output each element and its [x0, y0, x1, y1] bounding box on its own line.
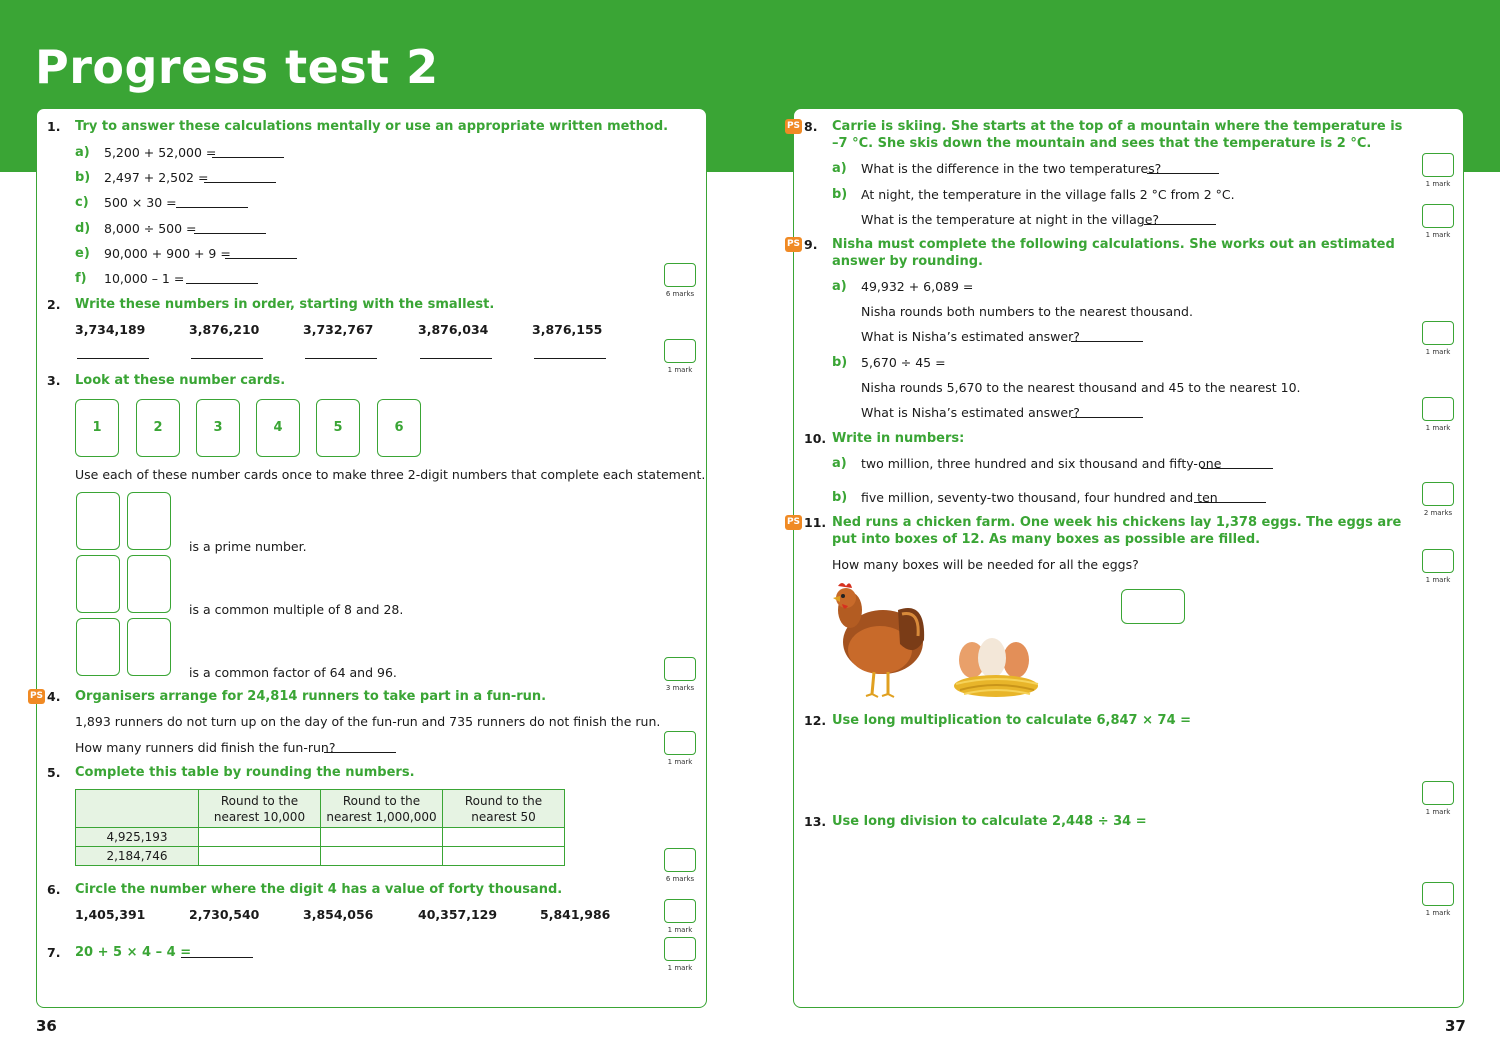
q2-number-4: 3,876,034 — [418, 322, 489, 337]
q9a-text-2: What is Nisha’s estimated answer? — [861, 329, 1080, 344]
q1b-expr: 2,497 + 2,502 = — [104, 170, 209, 185]
q8b-mark-label: 1 mark — [1425, 231, 1451, 239]
table-header-blank — [76, 790, 199, 828]
q13-mark-label: 1 mark — [1425, 909, 1451, 917]
q6-text: Circle the number where the digit 4 has a value of forty thousand. — [75, 882, 563, 897]
q10b-answer-line[interactable] — [1194, 502, 1266, 503]
q9b-answer-line[interactable] — [1071, 417, 1143, 418]
q11-mark-label: 1 mark — [1425, 576, 1451, 584]
q6-option-2[interactable]: 2,730,540 — [189, 907, 260, 922]
q1f-expr: 10,000 – 1 = — [104, 271, 185, 286]
q4-text: Organisers arrange for 24,814 runners to take part in a fun-run. — [75, 689, 547, 704]
number-card-2: 2 — [136, 399, 180, 457]
q2-answer-line-4[interactable] — [420, 358, 492, 359]
q9b-text-2: What is Nisha’s estimated answer? — [861, 405, 1080, 420]
q1c-expr: 500 × 30 = — [104, 195, 177, 210]
q3-slot-3b[interactable] — [127, 618, 171, 676]
q13-text: Use long division to calculate 2,448 ÷ 34 = — [832, 814, 1147, 829]
q1e-label: e) — [75, 246, 90, 261]
q1-number: 1. — [47, 119, 61, 134]
q12-number: 12. — [804, 713, 827, 728]
q3-slot-2b[interactable] — [127, 555, 171, 613]
q8-text-2: –7 °C. She skis down the mountain and sees that the temperature is 2 °C. — [832, 136, 1372, 151]
page-title: Progress test 2 — [35, 40, 439, 94]
q7-mark-label: 1 mark — [667, 964, 693, 972]
rounding-table — [75, 789, 565, 866]
table-answer-cell[interactable] — [199, 828, 321, 847]
q1-mark-box[interactable] — [664, 263, 696, 287]
q7-text: 20 + 5 × 4 – 4 = — [75, 945, 192, 960]
q8b-text-2: What is the temperature at night in the village? — [861, 212, 1160, 227]
q3-mark-label: 3 marks — [665, 684, 695, 692]
q11-ps-badge: PS — [785, 515, 802, 530]
q9-text-1: Nisha must complete the following calculations. She works out an estimated — [832, 237, 1395, 252]
q8a-mark-box[interactable] — [1422, 153, 1454, 177]
q9b-mark-label: 1 mark — [1425, 424, 1451, 432]
q3-statement-2: is a common multiple of 8 and 28. — [189, 602, 404, 617]
q3-number: 3. — [47, 373, 61, 388]
q10a-label: a) — [832, 456, 847, 471]
q10-mark-box[interactable] — [1422, 482, 1454, 506]
q3-slot-1a[interactable] — [76, 492, 120, 550]
q4-line1: 1,893 runners do not turn up on the day of the fun-run and 735 runners do not finish the run. — [75, 714, 661, 729]
q6-mark-label: 1 mark — [667, 926, 693, 934]
q10a-answer-line[interactable] — [1201, 468, 1273, 469]
q1f-label: f) — [75, 271, 87, 286]
q8-text-1: Carrie is skiing. She starts at the top of a mountain where the temperature is — [832, 119, 1403, 134]
q1e-answer-line[interactable] — [225, 258, 297, 259]
table-answer-cell[interactable] — [321, 828, 443, 847]
q12-mark-label: 1 mark — [1425, 808, 1451, 816]
q1-text: Try to answer these calculations mentally or use an appropriate written method. — [75, 119, 669, 134]
q13-mark-box[interactable] — [1422, 882, 1454, 906]
q3-slot-2a[interactable] — [76, 555, 120, 613]
q2-answer-line-1[interactable] — [77, 358, 149, 359]
table-answer-cell[interactable] — [321, 847, 443, 866]
table-row-value: 2,184,746 — [76, 847, 199, 866]
q8b-mark-box[interactable] — [1422, 204, 1454, 228]
q4-line2: How many runners did finish the fun-run? — [75, 740, 336, 755]
q6-option-3[interactable]: 3,854,056 — [303, 907, 374, 922]
q6-number: 6. — [47, 882, 61, 897]
number-card-4: 4 — [256, 399, 300, 457]
table-answer-cell[interactable] — [443, 828, 565, 847]
q6-option-1[interactable]: 1,405,391 — [75, 907, 146, 922]
page-number-left: 36 — [36, 1017, 57, 1035]
q1a-answer-line[interactable] — [212, 157, 284, 158]
q2-answer-line-3[interactable] — [305, 358, 377, 359]
q9-number: 9. — [804, 237, 818, 252]
q9-text-2: answer by rounding. — [832, 254, 983, 269]
q8b-text-1: At night, the temperature in the village falls 2 °C from 2 °C. — [861, 187, 1235, 202]
q1d-answer-line[interactable] — [194, 233, 266, 234]
q8-ps-badge: PS — [785, 119, 802, 134]
number-card-6: 6 — [377, 399, 421, 457]
q11-text-1: Ned runs a chicken farm. One week his chickens lay 1,378 eggs. The eggs are — [832, 515, 1402, 530]
q10a-text: two million, three hundred and six thousand and fifty-one — [861, 456, 1222, 471]
table-row — [76, 828, 565, 847]
table-answer-cell[interactable] — [199, 847, 321, 866]
q10b-text: five million, seventy-two thousand, four hundred and ten — [861, 490, 1218, 505]
q4-ps-badge: PS — [28, 689, 45, 704]
q2-answer-line-5[interactable] — [534, 358, 606, 359]
q2-number-3: 3,732,767 — [303, 322, 374, 337]
q11-answer-box[interactable] — [1121, 589, 1185, 624]
q4-answer-line[interactable] — [324, 752, 396, 753]
q10-number: 10. — [804, 431, 827, 446]
q13-number: 13. — [804, 814, 827, 829]
q11-mark-box[interactable] — [1422, 549, 1454, 573]
q8a-label: a) — [832, 161, 847, 176]
hen-illustration — [828, 580, 932, 702]
q12-mark-box[interactable] — [1422, 781, 1454, 805]
q3-slot-3a[interactable] — [76, 618, 120, 676]
q11-text-2: put into boxes of 12. As many boxes as possible are filled. — [832, 532, 1261, 547]
q10b-label: b) — [832, 490, 848, 505]
q4-mark-label: 1 mark — [667, 758, 693, 766]
q9-ps-badge: PS — [785, 237, 802, 252]
q4-number: 4. — [47, 689, 61, 704]
q2-number-2: 3,876,210 — [189, 322, 260, 337]
q6-mark-box[interactable] — [664, 899, 696, 923]
q8-number: 8. — [804, 119, 818, 134]
q4-mark-box[interactable] — [664, 731, 696, 755]
q9a-answer-line[interactable] — [1071, 341, 1143, 342]
q2-number-1: 3,734,189 — [75, 322, 146, 337]
q8a-answer-line[interactable] — [1147, 173, 1219, 174]
q8a-mark-label: 1 mark — [1425, 180, 1451, 188]
q8a-text: What is the difference in the two temperatures? — [861, 161, 1162, 176]
q1c-label: c) — [75, 195, 89, 210]
q7-mark-box[interactable] — [664, 937, 696, 961]
q9b-expr: 5,670 ÷ 45 = — [861, 355, 946, 370]
q3-slot-1b[interactable] — [127, 492, 171, 550]
q3-instruction: Use each of these number cards once to make three 2-digit numbers that complete each statement. — [75, 467, 706, 482]
q1a-label: a) — [75, 145, 90, 160]
q11-question: How many boxes will be needed for all the eggs? — [832, 557, 1139, 572]
number-card-1: 1 — [75, 399, 119, 457]
q6-option-4[interactable]: 40,357,129 — [418, 907, 498, 922]
q7-number: 7. — [47, 945, 61, 960]
q1c-answer-line[interactable] — [176, 207, 248, 208]
q10-mark-label: 2 marks — [1423, 509, 1453, 517]
q2-answer-line-2[interactable] — [191, 358, 263, 359]
q3-mark-box[interactable] — [664, 657, 696, 681]
eggs-nest-illustration — [952, 634, 1042, 700]
q9a-mark-box[interactable] — [1422, 321, 1454, 345]
q8b-answer-line[interactable] — [1144, 224, 1216, 225]
number-card-5: 5 — [316, 399, 360, 457]
q3-statement-1: is a prime number. — [189, 539, 307, 554]
q1d-expr: 8,000 ÷ 500 = — [104, 221, 197, 236]
q1d-label: d) — [75, 221, 91, 236]
table-row-value: 4,925,193 — [76, 828, 199, 847]
q11-number: 11. — [804, 515, 827, 530]
page-number-right: 37 — [1445, 1017, 1466, 1035]
q8b-label: b) — [832, 187, 848, 202]
table-row — [76, 847, 565, 866]
q9b-text-1: Nisha rounds 5,670 to the nearest thousand and 45 to the nearest 10. — [861, 380, 1301, 395]
q1a-expr: 5,200 + 52,000 = — [104, 145, 217, 160]
q9a-text-1: Nisha rounds both numbers to the nearest thousand. — [861, 304, 1193, 319]
q6-option-5[interactable]: 5,841,986 — [540, 907, 611, 922]
q5-text: Complete this table by rounding the numbers. — [75, 765, 415, 780]
q7-answer-line[interactable] — [181, 957, 253, 958]
q2-number: 2. — [47, 297, 61, 312]
number-card-3: 3 — [196, 399, 240, 457]
q5-mark-label: 6 marks — [665, 875, 695, 883]
q3-text: Look at these number cards. — [75, 373, 286, 388]
q9b-label: b) — [832, 355, 848, 370]
q12-text: Use long multiplication to calculate 6,847 × 74 = — [832, 713, 1192, 728]
table-header-10000: Round to the nearest 10,000 — [199, 790, 321, 828]
q1b-label: b) — [75, 170, 91, 185]
q5-number: 5. — [47, 765, 61, 780]
q1f-answer-line[interactable] — [186, 283, 258, 284]
q2-mark-label: 1 mark — [667, 366, 693, 374]
table-answer-cell[interactable] — [443, 847, 565, 866]
q9a-mark-label: 1 mark — [1425, 348, 1451, 356]
q1b-answer-line[interactable] — [204, 182, 276, 183]
q10-text: Write in numbers: — [832, 431, 965, 446]
q9b-mark-box[interactable] — [1422, 397, 1454, 421]
q3-statement-3: is a common factor of 64 and 96. — [189, 665, 397, 680]
table-header-row — [76, 790, 565, 828]
q9a-expr: 49,932 + 6,089 = — [861, 279, 974, 294]
q2-number-5: 3,876,155 — [532, 322, 603, 337]
q2-mark-box[interactable] — [664, 339, 696, 363]
q1e-expr: 90,000 + 900 + 9 = — [104, 246, 231, 261]
q9a-label: a) — [832, 279, 847, 294]
q5-mark-box[interactable] — [664, 848, 696, 872]
q2-text: Write these numbers in order, starting with the smallest. — [75, 297, 495, 312]
table-header-50: Round to the nearest 50 — [443, 790, 565, 828]
table-header-1000000: Round to the nearest 1,000,000 — [321, 790, 443, 828]
q1-mark-label: 6 marks — [665, 290, 695, 298]
